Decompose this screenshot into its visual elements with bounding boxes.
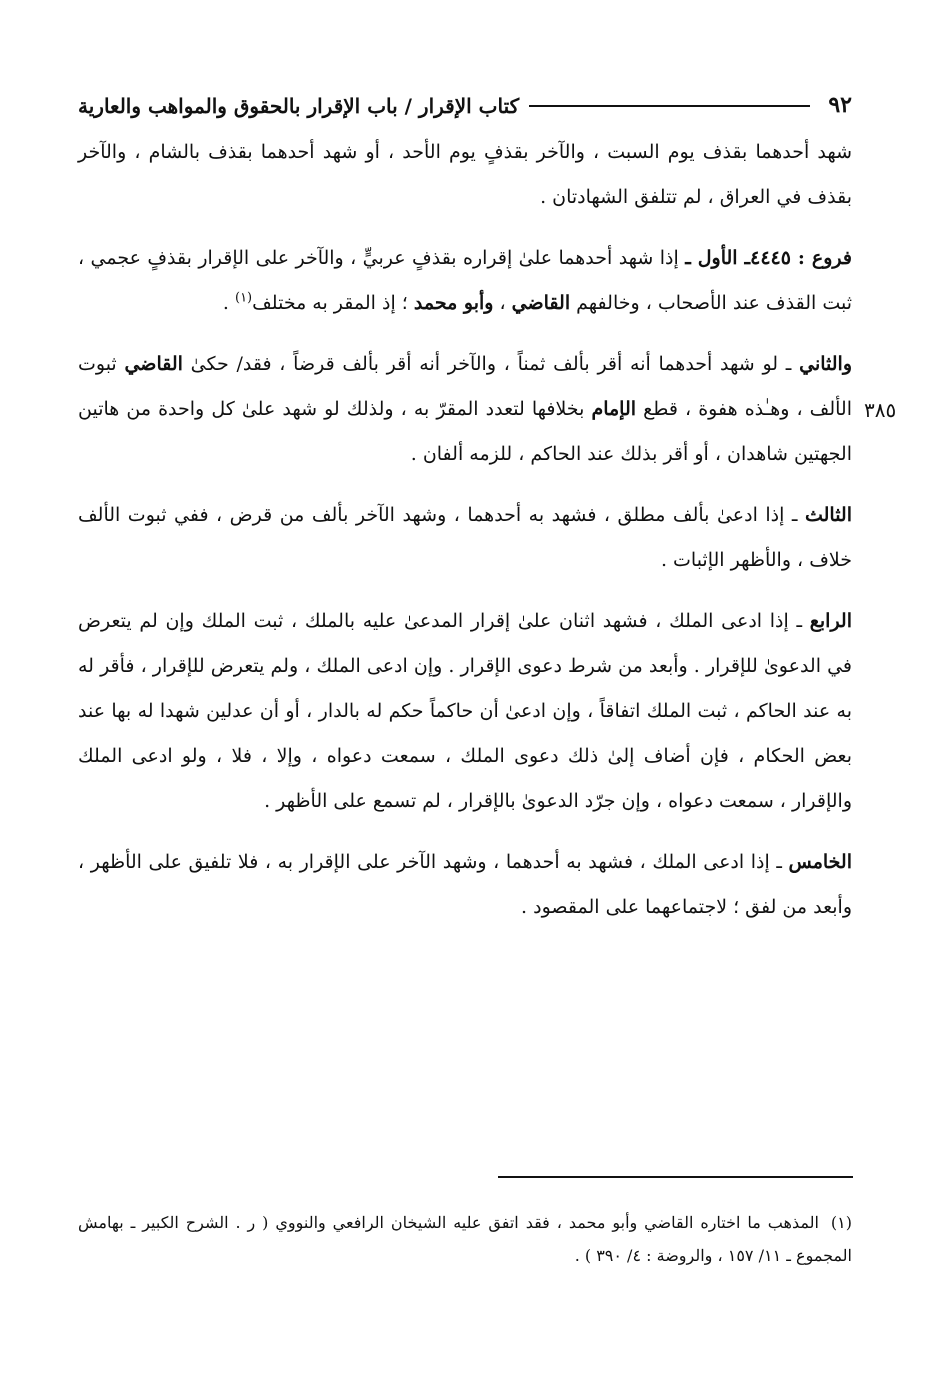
paragraph-lead: الثالث <box>804 504 852 526</box>
name-imam: الإمام <box>591 398 637 420</box>
paragraph-third <box>78 493 852 583</box>
margin-page-reference: ٣٨٥ <box>864 398 897 422</box>
paragraph-lead: الرابع <box>809 610 852 632</box>
footnote-marker: (١) <box>830 1213 853 1232</box>
paragraph-continuation <box>78 130 852 220</box>
paragraph-text: بخلافها لتعدد المقرّ به ، ولذلك لو شهد علىٰ كل واحدة من هاتين الجهتين شاهدان ، أو أقر بذلك عند الحاكم ، للزمه ألفان . <box>78 398 852 465</box>
paragraph-text: ـ إذا ادعىٰ بألف مطلق ، فشهد به أحدهما ، وشهد الآخر بألف من قرض ، ففي ثبوت الألف خلاف ، والأظهر الإثبات . <box>78 504 852 571</box>
paragraph-text: ؛ إذ المقر به مختلف <box>252 292 414 314</box>
paragraph-text: إذا شهد أحدهما علىٰ إقراره بقذفٍ عربيٍّ ، والآخر على الإقرار بقذفٍ عجمي ، ثبت القذف عند الأصحاب ، وخالفهم <box>78 247 852 314</box>
paragraph-lead: الخامس <box>788 851 852 873</box>
name-qadi: القاضي <box>511 292 571 314</box>
paragraph-lead: والثاني <box>799 353 852 375</box>
paragraph-text: ـ إذا ادعى الملك ، فشهد به أحدهما ، وشهد الآخر على الإقرار به ، فلا تلفيق على الأظهر ، وأبعد من لفق ؛ لاجتماعهما على المقصود . <box>78 851 852 918</box>
running-title: كتاب الإقرار / باب الإقرار بالحقوق والمواهب والعارية <box>78 94 520 118</box>
paragraph-lead: فروع : ٤٤٤٥ـ الأول ـ <box>685 247 853 269</box>
footnote-reference: (١) <box>234 290 253 306</box>
name-qadi: القاضي <box>124 353 183 375</box>
paragraph-fourth <box>78 599 852 824</box>
paragraph-fifth <box>78 840 852 930</box>
paragraph-furu-first <box>78 236 852 326</box>
main-text <box>78 130 852 946</box>
footnote-text: المذهب ما اختاره القاضي وأبو محمد ، فقد اتفق عليه الشيخان الرافعي والنووي ( ر . الشرح الكبير ـ بهامش المجموع ـ ١١/ ١٥٧ ، والروضة : ٤/ ٣٩٠ ) . <box>78 1213 852 1265</box>
footnote-rule <box>498 1176 853 1178</box>
paragraph-text: ـ لو شهد أحدهما أنه أقر بألف ثمناً ، والآخر أنه أقر بألف قرضاً ، فقد/ حكىٰ <box>182 353 800 375</box>
paragraph-text: شهد أحدهما بقذف يوم السبت ، والآخر بقذفٍ يوم الأحد ، أو شهد أحدهما بقذف بالشام ، والآخر بقذف في العراق ، لم تتلفق الشهادتان . <box>78 141 852 208</box>
page-header <box>78 82 852 116</box>
paragraph-text: ـ إذا ادعى الملك ، فشهد اثنان علىٰ إقرار المدعىٰ عليه بالملك ، ثبت الملك وإن لم يتعرض في الدعوىٰ للإقرار . وأبعد من شرط دعوى الإقرار . وإن ادعى الملك ، ولم يتعرض للإقرار ، فأقر له به عند الحاكم ، ثبت الملك اتفاقاً ، وإن ادعىٰ أن حاكماً حكم له بالدار ، أو أن عدلين شهدا له بها عند بعض الحكام ، فإن أضاف إلىٰ ذلك دعوى الملك ، سمعت دعواه ، وإلا ، فلا ، ولو ادعى الملك والإقرار ، سمعت دعواه ، وإن جرّد الدعوىٰ بالإقرار ، لم تسمع على الأظهر . <box>78 610 852 812</box>
header-rule <box>529 105 810 107</box>
page-number: ٩٢ <box>828 92 852 118</box>
name-abu-muhammad: وأبو محمد <box>413 292 494 314</box>
paragraph-text: ، <box>493 292 512 314</box>
paragraph-text: . <box>222 292 235 314</box>
paragraph-text: ثبوت الألف ، وهـٰذه هفوة ، قطع <box>78 353 852 420</box>
footnote <box>78 1206 852 1272</box>
paragraph-second <box>78 342 852 477</box>
